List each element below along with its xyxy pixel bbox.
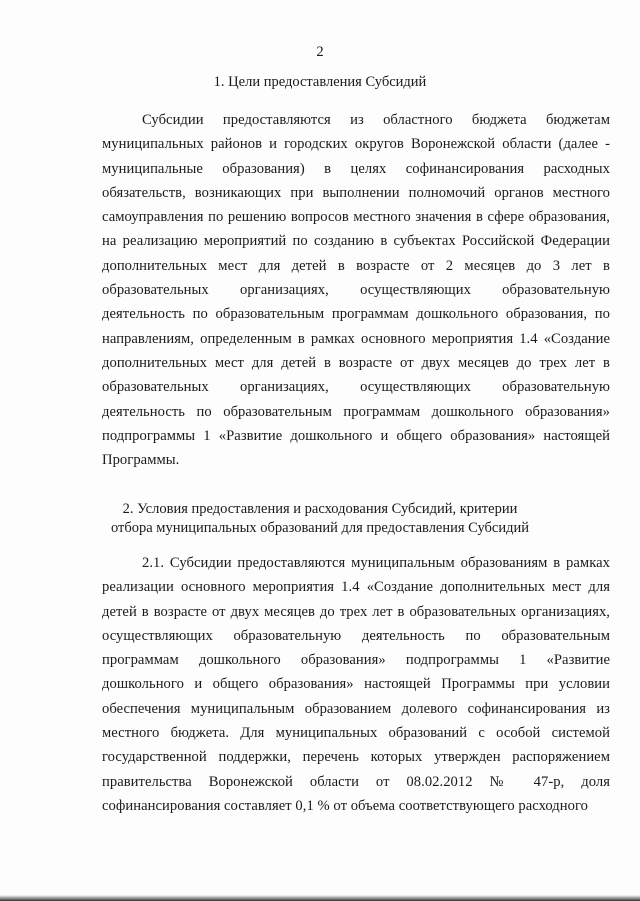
section-1-paragraph: Субсидии предоставляются из областного бюджета бюджетам муниципальных районов и городских округов Воронежской области (далее - муниципальные образования) в целях софинансирования расходных обязательств, возникающих при выполнении полномочий органов местного самоуправления по решению вопросов местного значения в сфере образования, на реализацию мероприятий по созданию в субъектах Российской Федерации дополнительных мест для детей в возрасте от 2 месяцев до 3 лет в образовательных организациях, осуществляющих образовательную деятельность по образовательным программам дошкольного образования, по направлениям, определенным в рамках основного мероприятия 1.4 «Создание дополнительных мест для детей в возрасте от двух месяцев до трех лет в образовательных организациях, осуществляющих образовательную деятельность по образовательным программам дошкольного образования» подпрограммы 1 «Развитие дошкольного и общего образования» настоящей Программы.	[102, 112, 610, 469]
scan-bottom-edge	[0, 895, 640, 901]
section-1-heading-text: 1. Цели предоставления Субсидий	[213, 74, 427, 90]
section-2-heading	[60, 500, 580, 538]
page-number: 2	[316, 44, 324, 60]
section-2-paragraph: 2.1. Субсидии предоставляются муниципальным образованиям в рамках реализации основного мероприятия 1.4 «Создание дополнительных мест для детей в возрасте от двух месяцев до трех лет в образовательных организациях, осуществляющих образовательную деятельность по образовательным программам дошкольного образования» подпрограммы 1 «Развитие дошкольного и общего образования» настоящей Программы при условии обеспечения муниципальным образованием долевого софинансирования из местного бюджета. Для муниципальных образований с особой системой государственной поддержки, перечень которых утвержден распоряжением правительства Воронежской области от 08.02.2012 № 47-р, доля софинансирования составляет 0,1 % от объема соответствующего расходного	[102, 555, 610, 814]
section-2-heading-line-1: 2. Условия предоставления и расходования Субсидий, критерии	[122, 501, 518, 517]
section-1-heading	[60, 73, 580, 92]
section-2-heading-line-2: отбора муниципальных образований для предоставления Субсидий	[110, 520, 530, 536]
